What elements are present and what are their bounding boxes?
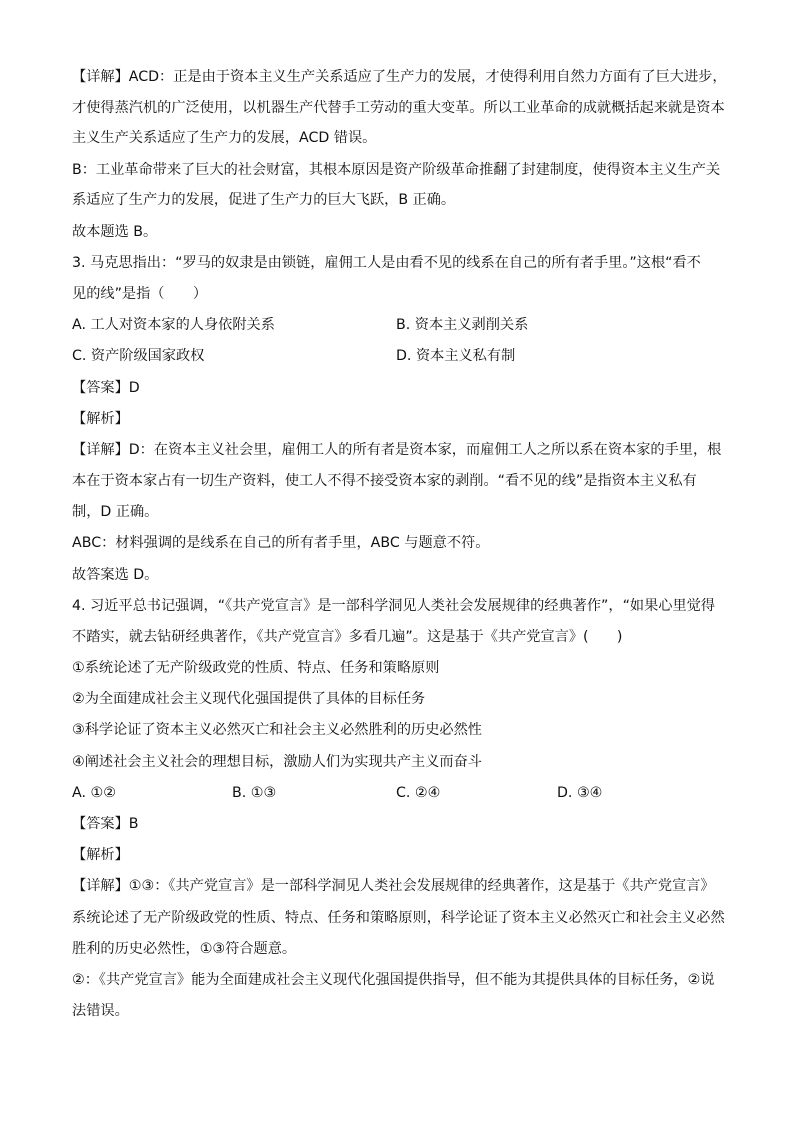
q3-option-b: B. 资本主义剥削关系 — [396, 317, 529, 333]
q3-option-a: A. 工人对资本家的人身依附关系 — [72, 317, 275, 333]
answer-label: 【答案】B — [72, 816, 139, 832]
text-line: 【详解】ACD：正是由于资本主义生产关系适应了生产力的发展，才使得利用自然力方面有了巨大进步， — [72, 69, 727, 85]
q4-option-d: D. ③④ — [557, 785, 603, 801]
text-line: 故答案选 D。 — [72, 567, 159, 583]
question-4-stem: 不踏实，就去钻研经典著作，《共产党宣言》多看几遍”。这是基于《共产党宣言》( ) — [72, 629, 623, 645]
text-line: 主义生产关系适应了生产力的发展，ACD 错误。 — [72, 130, 377, 146]
question-4-stem: 4. 习近平总书记强调，“《共产党宣言》是一部科学洞见人类社会发展规律的经典著作”，“如果心里觉得 — [72, 598, 716, 614]
text-line: 本在于资本家占有一切生产资料，使工人不得不接受资本家的剥削。“看不见的线”是指资本主义私有 — [72, 473, 697, 489]
q4-statement-1: ①系统论述了无产阶级政党的性质、特点、任务和策略原则 — [72, 660, 440, 676]
answer-label: 【答案】D — [72, 380, 140, 396]
text-line: ②：《共产党宣言》能为全面建成社会主义现代化强国提供指导，但不能为其提供具体的目标任务，②说 — [72, 972, 715, 988]
q4-option-b: B. ①③ — [232, 785, 277, 801]
q3-option-c: C. 资产阶级国家政权 — [72, 348, 205, 364]
text-line: 才使得蒸汽机的广泛使用，以机器生产代替手工劳动的重大变革。所以工业革命的成就概括起来就是资本 — [72, 100, 725, 116]
q4-statement-2: ②为全面建成社会主义现代化强国提供了具体的目标任务 — [72, 691, 426, 707]
text-line: 系适应了生产力的发展，促进了生产力的巨大飞跃，B 正确。 — [72, 192, 456, 208]
text-line: 法错误。 — [72, 1003, 129, 1019]
text-line: B：工业革命带来了巨大的社会财富，其根本原因是资产阶级革命推翻了封建制度，使得资本主义生产关 — [72, 162, 721, 178]
question-3-stem: 3. 马克思指出：“罗马的奴隶是由锁链，雇佣工人是由看不见的线系在自己的所有者手里。”这根“看不 — [72, 255, 701, 271]
q4-option-c: C. ②④ — [396, 785, 441, 801]
text-line: 制，D 正确。 — [72, 504, 159, 520]
text-line: 系统论述了无产阶级政党的性质、特点、任务和策略原则，科学论证了资本主义必然灭亡和社会主义必然 — [72, 910, 725, 926]
text-line: 【详解】D：在资本主义社会里，雇佣工人的所有者是资本家，而雇佣工人之所以系在资本家的手里，根 — [72, 442, 722, 458]
q3-option-d: D. 资本主义私有制 — [396, 348, 516, 364]
q4-statement-4: ④阐述社会主义社会的理想目标，激励人们为实现共产主义而奋斗 — [72, 754, 482, 770]
question-3-stem: 见的线”是指（ ） — [72, 286, 208, 302]
text-line: 故本题选 B。 — [72, 224, 158, 240]
text-line: ABC：材料强调的是线系在自己的所有者手里，ABC 与题意不符。 — [72, 535, 490, 551]
analysis-label: 【解析】 — [72, 411, 129, 427]
text-line: 【详解】①③：《共产党宣言》是一部科学洞见人类社会发展规律的经典著作，这是基于《共产党宣言》 — [72, 878, 715, 894]
q4-statement-3: ③科学论证了资本主义必然灭亡和社会主义必然胜利的历史必然性 — [72, 722, 482, 738]
analysis-label: 【解析】 — [72, 847, 129, 863]
q4-option-a: A. ①② — [72, 785, 116, 801]
text-line: 胜利的历史必然性，①③符合题意。 — [72, 941, 297, 957]
